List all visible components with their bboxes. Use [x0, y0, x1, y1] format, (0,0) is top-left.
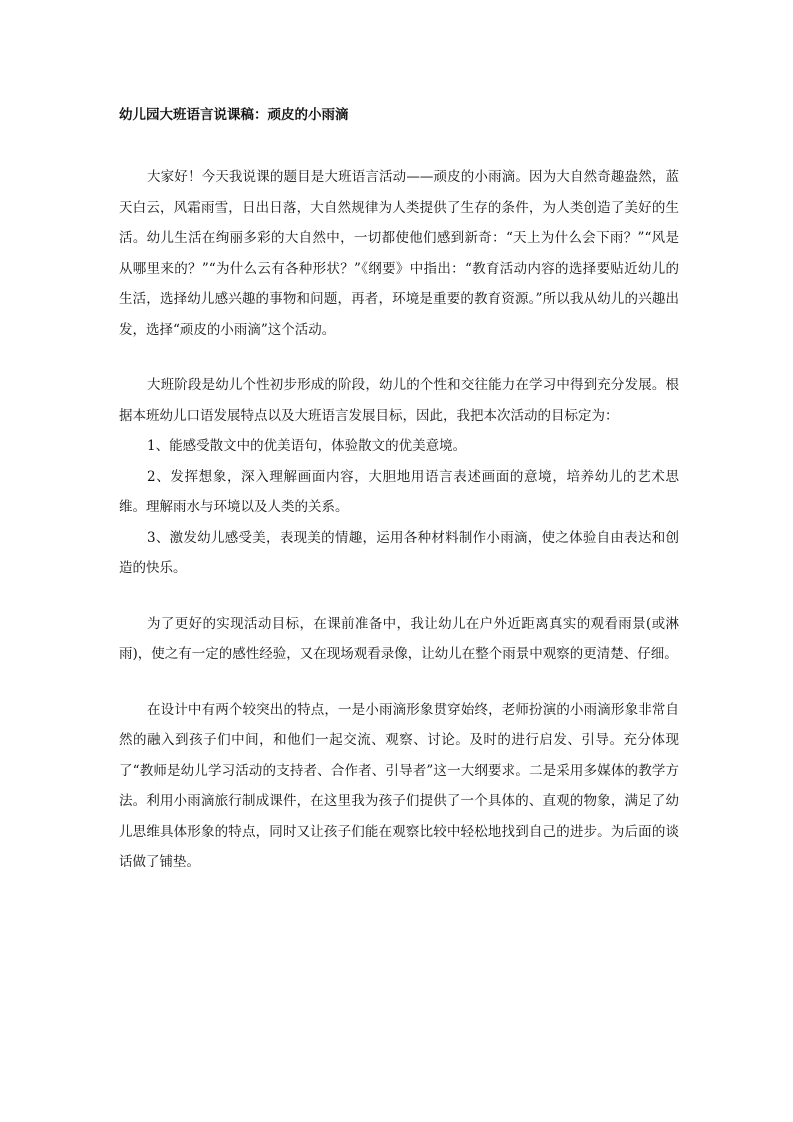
intro-paragraph: 大家好！今天我说课的题目是大班语言活动——顽皮的小雨滴。因为大自然奇趣盎然，蓝天白云，风霜雨雪，日出日落，大自然规律为人类提供了生存的条件，为人类创造了美好的生活。幼儿生活在绚丽多彩的大自然中，一切都使他们感到新奇：“天上为什么会下雨？”“风是从哪里来的？”“为什么云有各种形状？”《纲要》中指出：“教育活动内容的选择要贴近幼儿的生活，选择幼儿感兴趣的事物和问题，再者，环境是重要的教育资源。”所以我从幼儿的兴趣出发，选择“顽皮的小雨滴”这个活动。	[119, 169, 679, 338]
design-features-paragraph: 在设计中有两个较突出的特点，一是小雨滴形象贯穿始终，老师扮演的小雨滴形象非常自然的融入到孩子们中间，和他们一起交流、观察、讨论。及时的进行启发、引导。充分体现了“教师是幼儿学习活动的支持者、合作者、引导者”这一大纲要求。二是采用多媒体的教学方法。利用小雨滴旅行制成课件，在这里我为孩子们提供了一个具体的、直观的物象，满足了幼儿思维具体形象的特点，同时又让孩子们能在观察比较中轻松地找到自己的进步。为后面的谈话做了铺垫。	[119, 701, 679, 870]
goal-item-2: 2、发挥想象，深入理解画面内容，大胆地用语言表述画面的意境，培养幼儿的艺术思维。理解雨水与环境以及人类的关系。	[119, 468, 679, 515]
spacer	[119, 584, 679, 609]
goals-intro-paragraph: 大班阶段是幼儿个性初步形成的阶段，幼儿的个性和交往能力在学习中得到充分发展。根据本班幼儿口语发展特点以及大班语言发展目标，因此，我把本次活动的目标定为：	[119, 377, 679, 424]
spacer	[119, 124, 679, 162]
document-title: 幼儿园大班语言说课稿：顽皮的小雨滴	[119, 107, 349, 123]
spacer	[119, 345, 679, 370]
goal-item-3: 3、激发幼儿感受美，表现美的情趣，运用各种材料制作小雨滴，使之体验自由表达和创造的快乐。	[119, 529, 679, 576]
goal-item-1: 1、能感受散文中的优美语句，体验散文的优美意境。	[147, 438, 467, 454]
preparation-paragraph: 为了更好的实现活动目标，在课前准备中，我让幼儿在户外近距离真实的观看雨景(或淋雨)，使之有一定的感性经验，又在现场观看录像，让幼儿在整个雨景中观察的更清楚、仔细。	[119, 615, 679, 662]
spacer	[119, 670, 679, 695]
document-body	[119, 106, 679, 878]
